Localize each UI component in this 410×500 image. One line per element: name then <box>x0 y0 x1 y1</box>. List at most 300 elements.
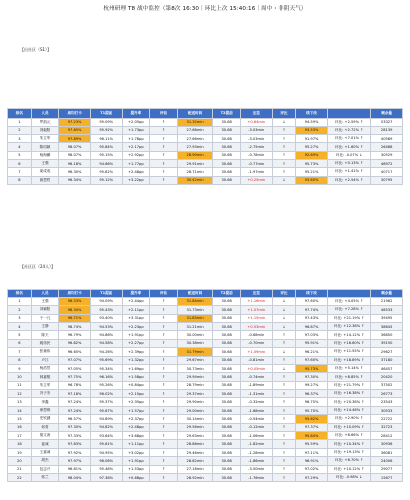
cell-delivery-time: 31.32min <box>177 118 213 126</box>
table-row[interactable] <box>8 381 403 389</box>
cell-mom: 环比: +10.34% ↑ <box>327 440 370 448</box>
cell-name: 杨海鹏 <box>31 151 59 159</box>
cell-eval: ↑ <box>150 398 178 406</box>
cell-offline-rate: 97.60% <box>296 297 328 305</box>
cell-offline-rate: 97.11% <box>296 448 328 456</box>
column-header-t1[interactable]: T1提前 <box>90 290 122 298</box>
cell-remaining: 38645 <box>371 322 403 330</box>
cell-compare: ↑ <box>272 440 296 448</box>
cell-remaining: 28139 <box>371 126 403 134</box>
cell-remaining: 23543 <box>371 398 403 406</box>
cell-mom: 环比: +2.59% ↑ <box>327 118 370 126</box>
cell-diff: +1.15min <box>240 314 272 322</box>
column-header-rank[interactable]: 排名 <box>8 109 32 119</box>
cell-delivery-time: 29.94min <box>177 373 213 381</box>
cell-delivery-time: 29.46min <box>177 448 213 456</box>
cell-mom: 环比: +2.72% ↑ <box>327 126 370 134</box>
cell-diff: +0.05min <box>240 364 272 372</box>
cell-delivery-time: 31.83min <box>177 314 213 322</box>
cell-t2: 30.68 <box>213 474 241 482</box>
cell-name: 唐思哲 <box>31 176 59 184</box>
column-header-name[interactable]: 人员 <box>31 290 59 298</box>
cell-name: 姜成成 <box>31 168 59 176</box>
cell-offline-rate: 97.02% <box>296 465 328 473</box>
cell-name: 王强 <box>31 159 59 167</box>
cell-t1: 94.95% <box>90 448 122 456</box>
cell-eval: ↑ <box>150 474 178 482</box>
cell-offline-rate: 95.73% <box>296 159 328 167</box>
table-header-row <box>8 290 403 298</box>
cell-weekly-rate: 96.18% <box>59 159 91 167</box>
cell-t1: 95.69% <box>90 356 122 364</box>
cell-t2: 30.68 <box>213 423 241 431</box>
cell-weekly-rate: 98.34% <box>59 306 91 314</box>
cell-weekly-rate: 98.07% <box>59 151 91 159</box>
cell-delivery-time: 30.00min <box>177 331 213 339</box>
column-header-t1[interactable]: T1提前 <box>90 109 122 119</box>
cell-eval: ↑ <box>150 143 178 151</box>
cell-improve: +1.77pp <box>122 159 150 167</box>
table-row[interactable] <box>8 373 403 381</box>
cell-eval: ↑ <box>150 423 178 431</box>
cell-name: 卢江 <box>31 356 59 364</box>
cell-weekly-rate: 97.83% <box>59 440 91 448</box>
cell-rank: 5 <box>8 331 32 339</box>
cell-t1: 94.89% <box>90 415 122 423</box>
cell-compare: ↓ <box>272 348 296 356</box>
table-row[interactable] <box>8 348 403 356</box>
cell-t1: 93.64% <box>90 432 122 440</box>
cell-improve: +1.73pp <box>122 126 150 134</box>
cell-delivery-time: 29.91min <box>177 159 213 167</box>
cell-t1: 95.43% <box>90 306 122 314</box>
cell-mom: 环比: +16.38% ↑ <box>327 390 370 398</box>
cell-mom: 环比: -0.07% ↓ <box>327 151 370 159</box>
cell-improve: +3.22pp <box>122 176 150 184</box>
cell-rank: 4 <box>8 143 32 151</box>
column-header-rank[interactable]: 排名 <box>8 290 32 298</box>
column-header-offline-rate[interactable]: 线下改 <box>296 290 328 298</box>
section-label-s2: 【社区区（24人）】 <box>20 264 56 269</box>
cell-t1: 96.11% <box>90 135 122 143</box>
column-header-name[interactable]: 人员 <box>31 109 59 119</box>
table-row[interactable] <box>8 457 403 465</box>
table-row[interactable] <box>8 356 403 364</box>
cell-improve: +1.11pp <box>122 440 150 448</box>
cell-rank: 2 <box>8 126 32 134</box>
cell-mom: 环比: +0.13% ↑ <box>327 159 370 167</box>
cell-rank: 2 <box>8 306 32 314</box>
cell-diff: -1.06min <box>240 432 272 440</box>
cell-remaining: 46457 <box>371 364 403 372</box>
column-header-compare[interactable]: 评比 <box>272 109 296 119</box>
cell-t1: 96.16% <box>90 373 122 381</box>
cell-rank: 6 <box>8 339 32 347</box>
cell-t2: 30.68 <box>213 415 241 423</box>
cell-t2: 30.68 <box>213 168 241 176</box>
table-row[interactable] <box>8 168 403 176</box>
cell-name: 杨浩然 <box>31 364 59 372</box>
cell-mom: 环比: +2.54% ↑ <box>327 176 370 184</box>
column-header-compare[interactable]: 评比 <box>272 290 296 298</box>
cell-offline-rate: 95.27% <box>296 143 328 151</box>
cell-remaining: 30795 <box>371 176 403 184</box>
table-row[interactable] <box>8 135 403 143</box>
cell-improve: +2.39pp <box>122 348 150 356</box>
cell-improve: +1.53pp <box>122 465 150 473</box>
cell-t1: 95.26% <box>90 381 122 389</box>
cell-rank: 4 <box>8 322 32 330</box>
table-row[interactable] <box>8 118 403 126</box>
cell-offline-rate: 95.59% <box>296 440 328 448</box>
cell-rank: 12 <box>8 390 32 398</box>
cell-improve: +2.27pp <box>122 339 150 347</box>
cell-t1: 94.82% <box>90 423 122 431</box>
cell-remaining: 32723 <box>371 423 403 431</box>
cell-remaining: 39150 <box>371 339 403 347</box>
table-row[interactable] <box>8 159 403 167</box>
column-header-mom[interactable] <box>327 109 370 119</box>
cell-eval: ↑ <box>150 151 178 159</box>
cell-t2: 30.68 <box>213 306 241 314</box>
cell-weekly-rate: 96.57% <box>59 415 91 423</box>
table-row[interactable] <box>8 126 403 134</box>
cell-mom: 环比: +2.90% ↑ <box>327 415 370 423</box>
cell-compare: ↑ <box>272 465 296 473</box>
cell-t2: 30.68 <box>213 314 241 322</box>
table-row[interactable] <box>8 297 403 305</box>
cell-t2: 30.68 <box>213 176 241 184</box>
cell-diff: +0.53min <box>240 322 272 330</box>
cell-mom: 环比: +20.38% ↑ <box>327 398 370 406</box>
cell-remaining: 26488 <box>371 143 403 151</box>
column-header-improve[interactable]: 提升率 <box>122 290 150 298</box>
cell-delivery-time: 28.71min <box>177 168 213 176</box>
cell-t2: 30.68 <box>213 339 241 347</box>
cell-t2: 30.68 <box>213 143 241 151</box>
cell-remaining: 22722 <box>371 415 403 423</box>
cell-compare: ↑ <box>272 151 296 159</box>
cell-remaining: 20420 <box>371 373 403 381</box>
column-header-offline-rate[interactable]: 线下改 <box>296 109 328 119</box>
cell-compare: ↓ <box>272 118 296 126</box>
cell-rank: 1 <box>8 118 32 126</box>
cell-compare: ↑ <box>272 474 296 482</box>
column-header-delivery-time[interactable]: 配送时间 <box>177 290 213 298</box>
cell-compare: ↓ <box>272 314 296 322</box>
table-row[interactable] <box>8 322 403 330</box>
cell-t2: 30.68 <box>213 331 241 339</box>
cell-t1: 95.67% <box>90 406 122 414</box>
cell-compare: ↓ <box>272 297 296 305</box>
cell-remaining: 36081 <box>371 448 403 456</box>
cell-t1: 95.92% <box>90 126 122 134</box>
cell-mom: 环比: +19.13% ↑ <box>327 448 370 456</box>
table-row[interactable] <box>8 151 403 159</box>
cell-mom: 环比: +5.14% ↑ <box>327 364 370 372</box>
cell-offline-rate: 97.37% <box>296 423 328 431</box>
cell-t1: 96.06% <box>90 457 122 465</box>
cell-compare: ↑ <box>272 432 296 440</box>
column-header-weekly-rate[interactable]: 周均打卡 <box>59 290 91 298</box>
cell-compare: ↑ <box>272 457 296 465</box>
cell-offline-rate: 95.91% <box>296 339 328 347</box>
cell-diff: -1.68min <box>240 406 272 414</box>
cell-t1: 94.86% <box>90 331 122 339</box>
cell-diff: +1.07min <box>240 306 272 314</box>
cell-weekly-rate: 98.53% <box>59 297 91 305</box>
cell-rank: 13 <box>8 398 32 406</box>
table-row[interactable] <box>8 339 403 347</box>
cell-name: 刘毅阳 <box>31 126 59 134</box>
cell-t2: 30.68 <box>213 448 241 456</box>
table-row[interactable] <box>8 390 403 398</box>
cell-compare: ↓ <box>272 322 296 330</box>
cell-improve: +2.48pp <box>122 168 150 176</box>
cell-delivery-time: 27.93min <box>177 143 213 151</box>
table-row[interactable] <box>8 423 403 431</box>
cell-diff: -3.50min <box>240 465 272 473</box>
column-header-improve[interactable]: 提升率 <box>122 109 150 119</box>
cell-mom: 环比: +14.46% ↑ <box>327 406 370 414</box>
cell-remaining: 36850 <box>371 331 403 339</box>
cell-name: 史钦涵 <box>31 415 59 423</box>
cell-diff: +1.16min <box>240 297 272 305</box>
column-header-eval[interactable]: 评估 <box>150 109 178 119</box>
cell-improve: +2.37pp <box>122 415 150 423</box>
cell-delivery-time: 30.38min <box>177 339 213 347</box>
cell-weekly-rate: 98.07% <box>59 143 91 151</box>
column-header-diff[interactable]: 压差 <box>240 109 272 119</box>
cell-remaining: 21962 <box>371 297 403 305</box>
cell-improve: +2.17pp <box>122 143 150 151</box>
column-header-remaining[interactable]: 剩余量 <box>371 290 403 298</box>
cell-mom: 环比: +10.09% ↑ <box>327 423 370 431</box>
cell-compare: ↑ <box>272 331 296 339</box>
cell-t2: 30.68 <box>213 126 241 134</box>
cell-name: 何青 <box>31 423 59 431</box>
cell-diff: -0.70min <box>240 339 272 347</box>
cell-t2: 30.68 <box>213 440 241 448</box>
cell-name: 罗凯元 <box>31 118 59 126</box>
cell-t2: 30.68 <box>213 390 241 398</box>
cell-t1: 95.48% <box>90 465 122 473</box>
cell-improve: +1.32pp <box>122 356 150 364</box>
cell-weekly-rate: 96.79% <box>59 331 91 339</box>
cell-compare: ↑ <box>272 339 296 347</box>
table-section-2 <box>7 289 403 482</box>
cell-improve: +1.57pp <box>122 406 150 414</box>
cell-delivery-time: 29.00min <box>177 406 213 414</box>
cell-rank: 14 <box>8 406 32 414</box>
cell-diff: -1.76min <box>240 474 272 482</box>
table-row[interactable] <box>8 143 403 151</box>
cell-offline-rate: 94.59% <box>296 118 328 126</box>
table-row[interactable] <box>8 398 403 406</box>
column-header-diff[interactable]: 压差 <box>240 290 272 298</box>
cell-mom: 环比: -0.98% ↓ <box>327 474 370 482</box>
cell-eval: ↑ <box>150 135 178 143</box>
cell-offline-rate: 95.21% <box>296 168 328 176</box>
cell-name: 胡杰 <box>31 457 59 465</box>
table-row[interactable] <box>8 432 403 440</box>
table-row[interactable] <box>8 176 403 184</box>
cell-t2: 30.68 <box>213 381 241 389</box>
column-header-remaining[interactable]: 剩余量 <box>371 109 403 119</box>
cell-eval: ↑ <box>150 126 178 134</box>
cell-remaining: 40589 <box>371 135 403 143</box>
cell-weekly-rate: 96.71% <box>59 314 91 322</box>
cell-eval: ↑ <box>150 356 178 364</box>
cell-improve: +0.84pp <box>122 381 150 389</box>
cell-compare: ↑ <box>272 135 296 143</box>
cell-eval: ↑ <box>150 176 178 184</box>
cell-offline-rate: 95.73% <box>296 364 328 372</box>
cell-name: 陈同颖 <box>31 143 59 151</box>
cell-delivery-time: 28.82min <box>177 457 213 465</box>
table-row[interactable] <box>8 440 403 448</box>
cell-improve: +2.48pp <box>122 423 150 431</box>
cell-t2: 30.68 <box>213 465 241 473</box>
cell-eval: ↑ <box>150 373 178 381</box>
column-header-t2[interactable]: T2提前 <box>213 109 241 119</box>
cell-diff: -0.32min <box>240 398 272 406</box>
cell-diff: -0.78min <box>240 151 272 159</box>
cell-eval: ↑ <box>150 314 178 322</box>
cell-weekly-rate: 97.24% <box>59 398 91 406</box>
cell-mom: 环比: +21.79% ↑ <box>327 381 370 389</box>
cell-diff: -3.03min <box>240 126 272 134</box>
cell-weekly-rate: 97.24% <box>59 406 91 414</box>
cell-rank: 17 <box>8 432 32 440</box>
cell-compare: ↓ <box>272 306 296 314</box>
cell-rank: 21 <box>8 465 32 473</box>
cell-name: 林嘉骏 <box>31 373 59 381</box>
cell-rank: 10 <box>8 373 32 381</box>
table-row[interactable] <box>8 406 403 414</box>
column-header-t2[interactable]: T2提前 <box>213 290 241 298</box>
cell-improve: +3.31pp <box>122 314 150 322</box>
cell-weekly-rate: 97.89% <box>59 135 91 143</box>
cell-t1: 94.26% <box>90 348 122 356</box>
cell-diff: -1.89min <box>240 381 272 389</box>
cell-diff: -1.31min <box>240 390 272 398</box>
table-row[interactable] <box>8 448 403 456</box>
cell-improve: +0.68pp <box>122 474 150 482</box>
cell-name: 李鑫 <box>31 398 59 406</box>
cell-compare: ↑ <box>272 415 296 423</box>
cell-name: 王强 <box>31 297 59 305</box>
table-row[interactable] <box>8 415 403 423</box>
cell-diff: -3.03min <box>240 135 272 143</box>
cell-eval: ↑ <box>150 465 178 473</box>
page-title: 杭州研理 T8 战中监控（第8次 16:30｜环比上次 15:40:16｜周中・非阴天气） <box>103 6 307 12</box>
column-header-mom[interactable] <box>327 290 370 298</box>
cell-eval: ↑ <box>150 457 178 465</box>
column-header-weekly-rate[interactable]: 周均打卡 <box>59 109 91 119</box>
cell-delivery-time: 27.18min <box>177 465 213 473</box>
cell-offline-rate: 96.37% <box>296 390 328 398</box>
cell-rank: 5 <box>8 151 32 159</box>
cell-compare: ↓ <box>272 176 296 184</box>
cell-improve: +1.78pp <box>122 135 150 143</box>
cell-compare: ↑ <box>272 398 296 406</box>
cell-offline-rate: 97.30% <box>296 373 328 381</box>
cell-t2: 30.68 <box>213 348 241 356</box>
cell-weekly-rate: 97.33% <box>59 432 91 440</box>
cell-weekly-rate: 97.18% <box>59 390 91 398</box>
table-row[interactable] <box>8 465 403 473</box>
cell-delivery-time: 30.73min <box>177 364 213 372</box>
cell-eval: ↑ <box>150 306 178 314</box>
cell-rank: 18 <box>8 440 32 448</box>
cell-eval: ↑ <box>150 297 178 305</box>
cell-mom: 环比: +14.12% ↑ <box>327 331 370 339</box>
cell-compare: ↑ <box>272 448 296 456</box>
table-row[interactable] <box>8 474 403 482</box>
cell-diff: -2.75min <box>240 143 272 151</box>
cell-name: 陈天 <box>31 331 59 339</box>
cell-weekly-rate: 97.92% <box>59 448 91 456</box>
table-row[interactable] <box>8 364 403 372</box>
table-section-1 <box>7 108 403 185</box>
cell-offline-rate: 95.70% <box>296 406 328 414</box>
cell-weekly-rate: 96.65% <box>59 348 91 356</box>
cell-compare: ↑ <box>272 390 296 398</box>
cell-t2: 30.68 <box>213 406 241 414</box>
cell-improve: +2.05pp <box>122 118 150 126</box>
cell-diff: -1.86min <box>240 457 272 465</box>
cell-t1: 94.66% <box>90 159 122 167</box>
cell-weekly-rate: 96.78% <box>59 381 91 389</box>
cell-delivery-time: 28.79min <box>177 381 213 389</box>
cell-weekly-rate: 96.81% <box>59 465 91 473</box>
cell-name: 朱立军 <box>31 135 59 143</box>
cell-name: 徐思琪 <box>31 406 59 414</box>
cell-remaining: 39495 <box>371 314 403 322</box>
cell-t2: 30.68 <box>213 364 241 372</box>
cell-offline-rate: 97.60% <box>296 356 328 364</box>
cell-t2: 30.68 <box>213 297 241 305</box>
cell-diff: -0.74min <box>240 373 272 381</box>
cell-delivery-time: 31.79min <box>177 348 213 356</box>
cell-diff: -0.12min <box>240 423 272 431</box>
cell-remaining: 28412 <box>371 432 403 440</box>
cell-delivery-time: 29.56min <box>177 423 213 431</box>
cell-remaining: 46533 <box>371 306 403 314</box>
cell-offline-rate: 95.64% <box>296 432 328 440</box>
cell-rank: 22 <box>8 474 32 482</box>
cell-mom: 环比: +18.89% ↑ <box>327 356 370 364</box>
cell-delivery-time: 31.84min <box>177 297 213 305</box>
table-row[interactable] <box>8 306 403 314</box>
cell-compare: ↑ <box>272 143 296 151</box>
cell-delivery-time: 29.63min <box>177 432 213 440</box>
cell-delivery-time: 29.67min <box>177 356 213 364</box>
cell-rank: 11 <box>8 381 32 389</box>
cell-t1: 95.37% <box>90 398 122 406</box>
table-row[interactable] <box>8 314 403 322</box>
cell-delivery-time: 27.66min <box>177 126 213 134</box>
cell-t1: 95.12% <box>90 176 122 184</box>
cell-weekly-rate: 96.30% <box>59 168 91 176</box>
column-header-delivery-time[interactable]: 配送时间 <box>177 109 213 119</box>
column-header-eval[interactable]: 评估 <box>150 290 178 298</box>
cell-weekly-rate: 97.05% <box>59 364 91 372</box>
cell-weekly-rate: 97.23% <box>59 118 91 126</box>
cell-t1: 95.09% <box>90 118 122 126</box>
table-row[interactable] <box>8 331 403 339</box>
